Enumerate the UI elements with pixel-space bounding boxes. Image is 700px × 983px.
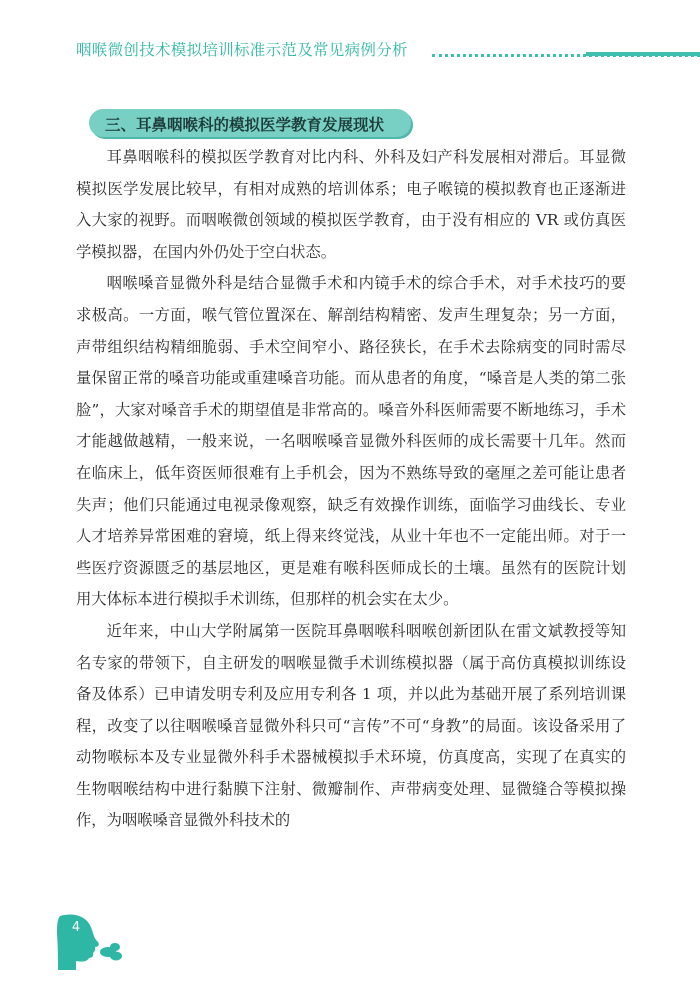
page-number: 4 <box>71 920 81 935</box>
header-accent-bar <box>586 52 700 56</box>
head-silhouette-icon <box>54 912 126 972</box>
paragraph-3: 近年来，中山大学附属第一医院耳鼻咽喉科咽喉创新团队在雷文斌教授等知名专家的带领下，自主研发的咽喉显微手术训练模拟器（属于高仿真模拟训练设备及体系）已申请发明专利及应用专利各 1 项，并以此为基础开展了系列培训课程，改变了以往咽喉嗓音显微外科只可“言传”不可“身教”的局面。该设备采用了动物喉标本及专业显微外科手术器械模拟手术环境，仿真度高，实现了在真实的生物咽喉结构中进行黏膜下注射、微瓣制作、声带病变处理、显微缝合等模拟操作，为咽喉嗓音显微外科技术的 <box>76 621 626 830</box>
paragraph-2: 咽喉嗓音显微外科是结合显微手术和内镜手术的综合手术，对手术技巧的要求极高。一方面，喉气管位置深在、解剖结构精密、发声生理复杂；另一方面，声带组织结构精细脆弱、手术空间窄小、路径狭长，在手术去除病变的同时需尽量保留正常的嗓音功能或重建嗓音功能。而从患者的角度，“嗓音是人类的第二张脸”，大家对嗓音手术的期望值是非常高的。嗓音外科医师需要不断地练习，手术才能越做越精，一般来说，一名咽喉嗓音显微外科医师的成长需要十几年。然而在临床上，低年资医师很难有上手机会，因为不熟练导致的毫厘之差可能让患者失声；他们只能通过电视录像观察，缺乏有效操作训练，面临学习曲线长、专业人才培养异常困难的窘境，纸上得来终觉浅，从业十年也不一定能出师。对于一些医疗资源匮乏的基层地区，更是难有喉科医师成长的土壤。虽然有的医院计划用大体标本进行模拟手术训练，但那样的机会实在太少。 <box>76 274 626 609</box>
page-number-badge <box>54 912 126 972</box>
page-header <box>0 0 700 75</box>
running-header-title: 咽喉微创技术模拟培训标准示范及常见病例分析 <box>76 41 408 59</box>
paragraph-1: 耳鼻咽喉科的模拟医学教育对比内科、外科及妇产科发展相对滞后。耳显微模拟医学发展比较早，有相对成熟的培训体系；电子喉镜的模拟教育也正逐渐进入大家的视野。而咽喉微创领域的模拟医学教育，由于没有相应的 VR 或仿真医学模拟器，在国内外仍处于空白状态。 <box>76 148 626 261</box>
body-text <box>76 142 626 837</box>
section-heading: 三、耳鼻咽喉科的模拟医学教育发展现状 <box>105 116 385 134</box>
section-heading-banner <box>89 109 411 137</box>
